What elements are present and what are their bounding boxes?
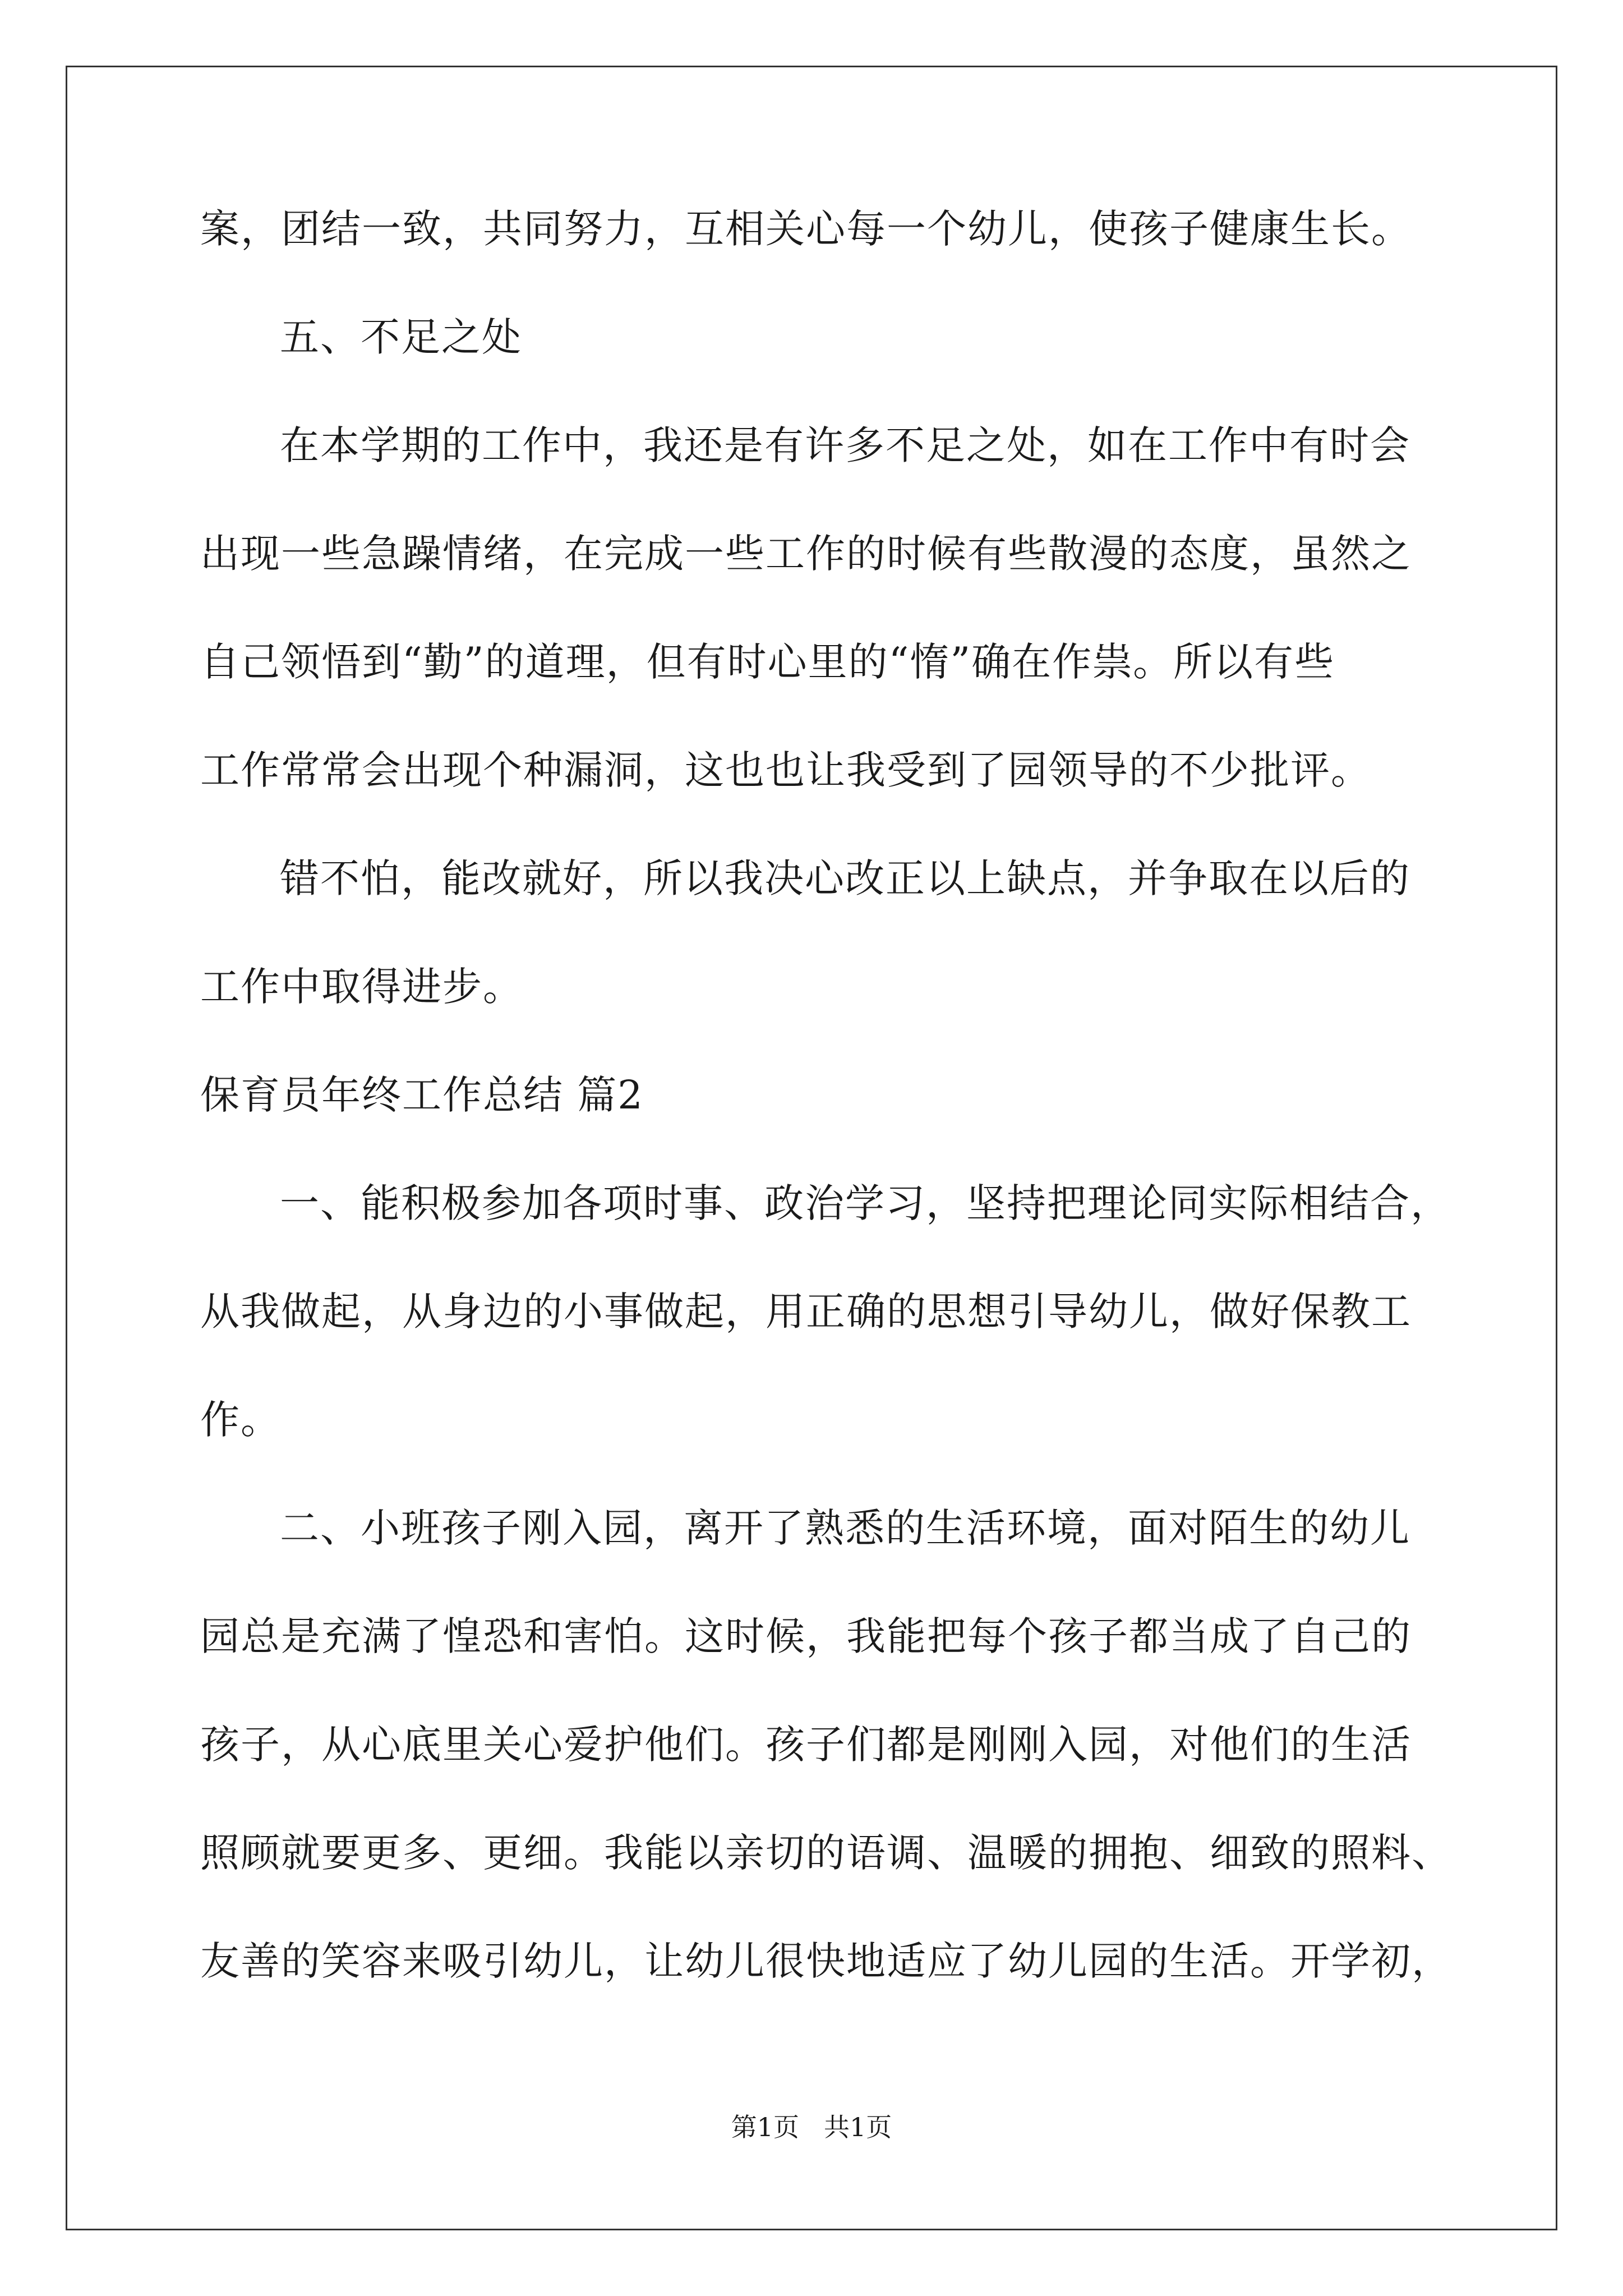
page-footer: [0, 2110, 1623, 2144]
text-line: 工作常常会出现个种漏洞，这也也让我受到了园领导的不少批评。: [200, 747, 1371, 793]
page-border: [66, 66, 1557, 2230]
article-title: 保育员年终工作总结 篇2: [200, 1072, 644, 1118]
text-line: 错不怕，能改就好，所以我决心改正以上缺点，并争取在以后的: [280, 855, 1410, 901]
text-line: 自己领悟到“勤”的道理，但有时心里的“惰”确在作祟。所以有些: [200, 639, 1335, 685]
text-line: 一、能积极参加各项时事、政治学习，坚持把理论同实际相结合，: [280, 1180, 1451, 1226]
text-line: 孩子，从心底里关心爱护他们。孩子们都是刚刚入园，对他们的生活: [200, 1722, 1412, 1768]
text-line: 案，团结一致，共同努力，互相关心每一个幼儿，使孩子健康生长。: [200, 206, 1412, 252]
text-line: 友善的笑容来吸引幼儿，让幼儿很快地适应了幼儿园的生活。开学初，: [200, 1938, 1452, 1984]
text-line: 在本学期的工作中，我还是有许多不足之处，如在工作中有时会: [280, 422, 1410, 468]
text-line: 照顾就要更多、更细。我能以亲切的语调、温暖的拥抱、细致的照料、: [200, 1830, 1452, 1876]
text-line: 从我做起，从身边的小事做起，用正确的思想引导幼儿，做好保教工: [200, 1289, 1412, 1335]
text-line: 二、小班孩子刚入园，离开了熟悉的生活环境，面对陌生的幼儿: [280, 1505, 1410, 1551]
section-heading: 五、不足之处: [280, 314, 522, 360]
text-line: 出现一些急躁情绪，在完成一些工作的时候有些散漫的态度，虽然之: [200, 531, 1412, 577]
page-total: 共1页: [824, 2112, 892, 2142]
page-number: 第1页: [731, 2112, 799, 2142]
text-line: 园总是充满了惶恐和害怕。这时候，我能把每个孩子都当成了自己的: [200, 1613, 1412, 1659]
text-line: 工作中取得进步。: [200, 964, 523, 1010]
text-line: 作。: [200, 1397, 281, 1443]
